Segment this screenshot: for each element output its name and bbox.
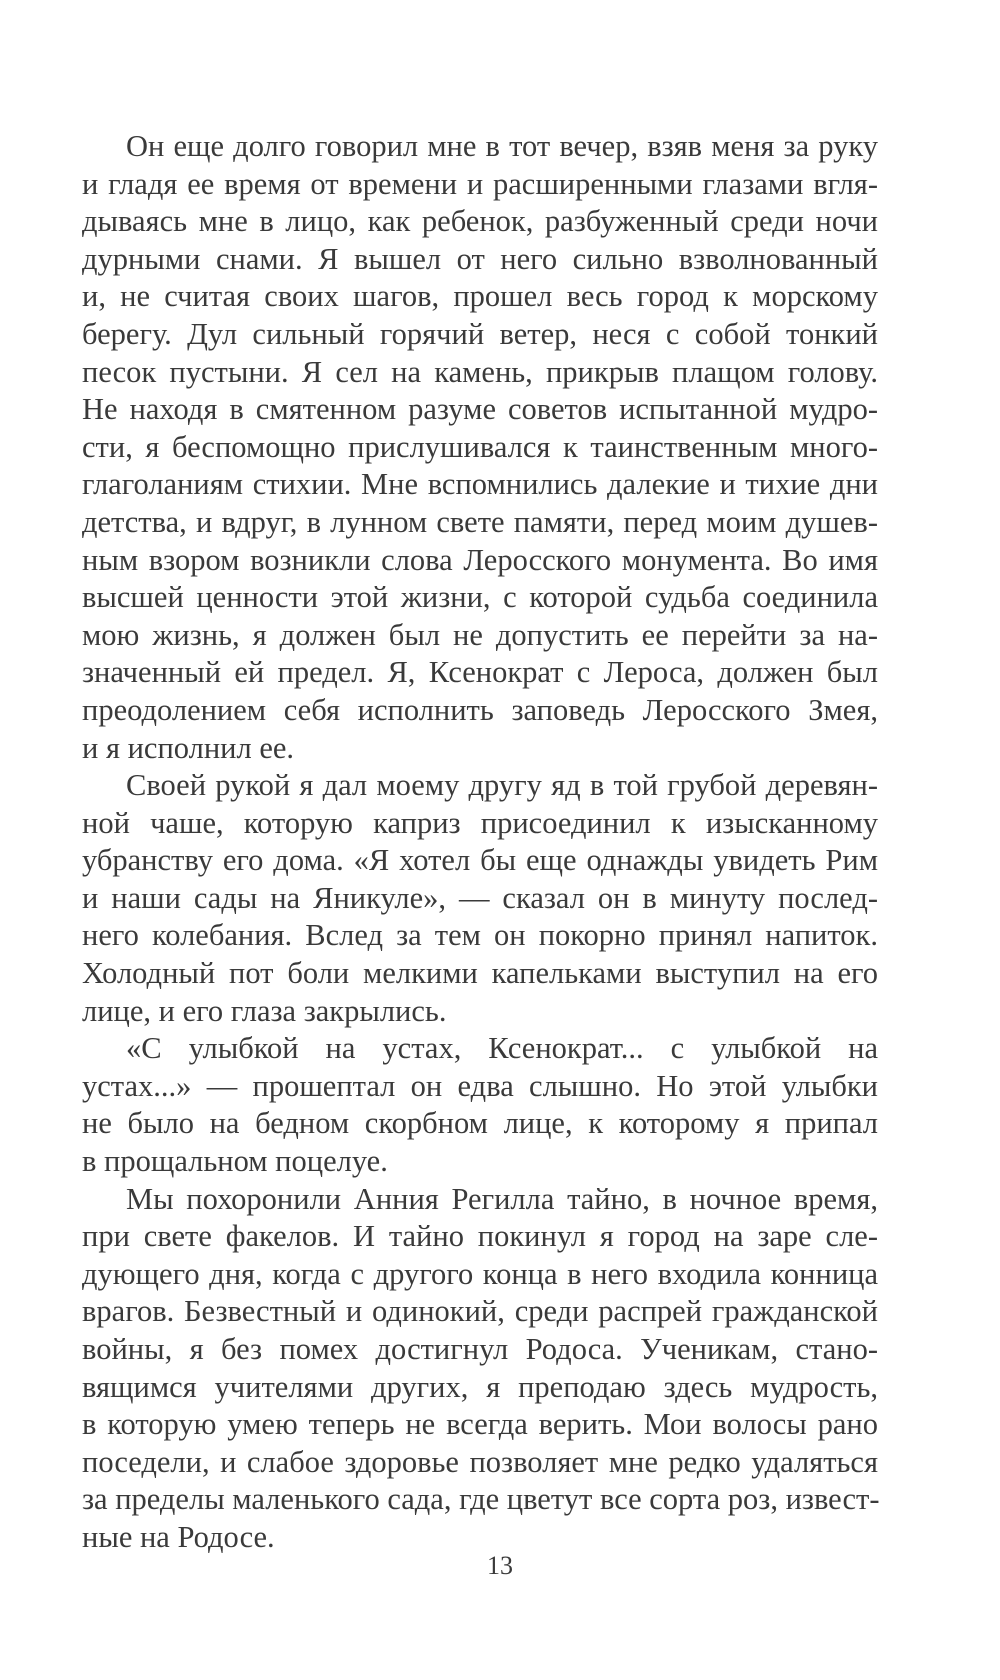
text-line: него колебания. Вслед за тем он покорно принял напиток.: [82, 918, 878, 953]
text-line: и, не считая своих шагов, прошел весь город к морскому: [82, 279, 878, 314]
paragraph: [82, 1181, 878, 1557]
text-line: поседели, и слабое здоровье позволяет мне редко удаляться: [82, 1444, 878, 1479]
text-line: дующего дня, когда с другого конца в него входила конница: [82, 1256, 878, 1291]
text-line: при свете факелов. И тайно покинул я город на заре сле-: [82, 1219, 878, 1254]
text-line: и гладя ее время от времени и расширенными глазами вгля-: [82, 166, 878, 201]
text-line: ной чаше, которую каприз присоединил к изысканному: [82, 805, 878, 840]
text-line: берегу. Дул сильный горячий ветер, неся с собой тонкий: [82, 316, 878, 351]
text-line: войны, я без помех достигнул Родоса. Ученикам, стано-: [82, 1332, 878, 1366]
page-text: [82, 128, 878, 1557]
text-line: лице, и его глаза закрылись.: [82, 993, 447, 1028]
text-line: сти, я беспомощно прислушивался к таинственным много-: [82, 429, 878, 464]
text-line: мою жизнь, я должен был не допустить ее перейти за на-: [82, 617, 878, 652]
page-number: 13: [487, 1551, 513, 1580]
text-line: вящимся учителями других, я преподаю здесь мудрость,: [82, 1369, 878, 1404]
text-line: дурными снами. Я вышел от него сильно взволнованный: [82, 241, 878, 276]
text-line: значенный ей предел. Я, Ксенократ с Лероса, должен был: [82, 655, 878, 690]
text-line: и я исполнил ее.: [82, 730, 295, 765]
text-line: Не находя в смятенном разуме советов испытанной мудро-: [82, 392, 878, 427]
text-line: песок пустыни. Я сел на камень, прикрыв плащом голову.: [82, 354, 878, 389]
text-line: ным взором возникли слова Леросского монумента. Во имя: [82, 542, 878, 577]
text-line: Он еще долго говорил мне в тот вечер, взяв меня за руку: [126, 129, 878, 163]
text-line: в которую умею теперь не всегда верить. Мои волосы рано: [82, 1407, 878, 1442]
text-line: и наши сады на Яникуле», — сказал он в минуту послед-: [82, 880, 878, 915]
paragraph: [82, 128, 878, 767]
text-line: Холодный пот боли мелкими капельками выступил на его: [82, 956, 878, 991]
text-line: детства, и вдруг, в лунном свете памяти, перед моим душев-: [82, 504, 878, 539]
text-line: глаголаниям стихии. Мне вспомнились далекие и тихие дни: [82, 467, 878, 502]
text-line: «С улыбкой на устах, Ксенократ... с улыбкой на: [126, 1031, 878, 1066]
text-line: за пределы маленького сада, где цветут все сорта роз, извест-: [82, 1482, 880, 1517]
text-line: преодолением себя исполнить заповедь Леросского Змея,: [82, 692, 878, 727]
text-line: врагов. Безвестный и одинокий, среди распрей гражданской: [82, 1294, 878, 1329]
text-line: в прощальном поцелуе.: [82, 1144, 388, 1179]
text-line: дываясь мне в лицо, как ребенок, разбуженный среди ночи: [82, 204, 878, 239]
text-line: ные на Родосе.: [82, 1519, 275, 1554]
text-line: убранству его дома. «Я хотел бы еще однажды увидеть Рим: [82, 843, 878, 878]
paragraph: [82, 1030, 878, 1180]
text-line: Своей рукой я дал моему другу яд в той грубой деревян-: [126, 768, 878, 803]
text-line: не было на бедном скорбном лице, к которому я припал: [82, 1106, 878, 1141]
text-line: устах...» — прошептал он едва слышно. Но этой улыбки: [82, 1068, 878, 1103]
text-line: высшей ценности этой жизни, с которой судьба соединила: [82, 580, 878, 615]
text-line: Мы похоронили Анния Регилла тайно, в ночное время,: [126, 1181, 878, 1216]
paragraph: [82, 767, 878, 1030]
